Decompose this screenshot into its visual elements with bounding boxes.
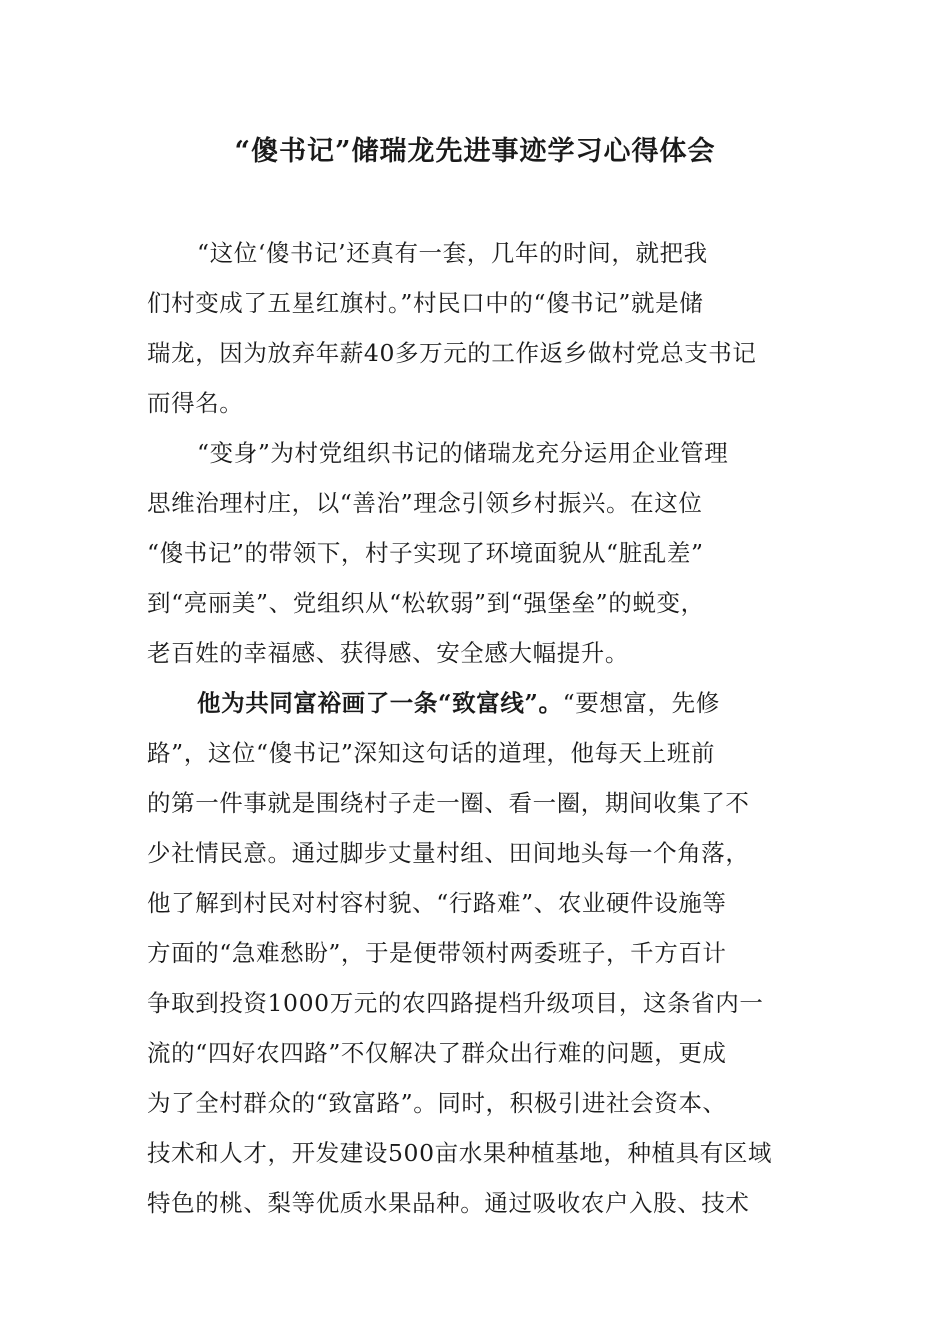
text-line (147, 1078, 817, 1128)
text-line (147, 478, 817, 528)
text-line (147, 378, 817, 428)
document-body (147, 228, 817, 1228)
text-line (147, 228, 817, 278)
text-line (147, 778, 817, 828)
text-line (147, 528, 817, 578)
text-line (147, 1128, 817, 1178)
line-text: 老百姓的幸福感、获得感、安全感大幅提升。 (147, 639, 629, 667)
text-line (147, 878, 817, 928)
line-text: 为了全村群众的“致富路”。同时，积极引进社会资本、 (147, 1089, 727, 1117)
text-line (147, 828, 817, 878)
text-line (147, 1178, 817, 1228)
line-text: 思维治理村庄，以“善治”理念引领乡村振兴。在这位 (147, 489, 703, 517)
line-text: 路”，这位“傻书记”深知这句话的道理，他每天上班前 (147, 739, 716, 767)
line-text: 特色的桃、梨等优质水果品种。通过吸收农户入股、技术 (147, 1189, 750, 1217)
line-text: 争取到投资1000万元的农四路提档升级项目，这条省内一 (147, 989, 764, 1017)
text-line (147, 628, 817, 678)
line-text: 少社情民意。通过脚步丈量村组、田间地头每一个角落， (147, 839, 750, 867)
line-text: 到“亮丽美”、党组织从“松软弱”到“强堡垒”的蜕变， (147, 589, 705, 617)
line-text: 方面的“急难愁盼”，于是便带领村两委班子，千方百计 (147, 939, 727, 967)
line-text: 瑞龙，因为放弃年薪40多万元的工作返乡做村党总支书记 (147, 339, 757, 367)
text-line (147, 728, 817, 778)
line-text: 技术和人才，开发建设500亩水果种植基地，种植具有区域 (147, 1139, 773, 1167)
line-text: “变身”为村党组织书记的储瑞龙充分运用企业管理 (197, 439, 729, 467)
line-text: 们村变成了五星红旗村。”村民口中的“傻书记”就是储 (147, 289, 704, 317)
text-line (147, 928, 817, 978)
text-line (147, 678, 817, 728)
line-text: 的第一件事就是围绕村子走一圈、看一圈，期间收集了不 (147, 789, 750, 817)
line-text: “傻书记”的带领下，村子实现了环境面貌从“脏乱差” (147, 539, 704, 567)
text-line (147, 578, 817, 628)
line-text: “这位‘傻书记’还真有一套，几年的时间，就把我 (197, 239, 708, 267)
text-line (147, 978, 817, 1028)
text-line (147, 1028, 817, 1078)
document-title: “傻书记”储瑞龙先进事迹学习心得体会 (234, 136, 716, 167)
text-line (147, 278, 817, 328)
line-text: “要想富，先修 (562, 689, 720, 717)
text-line (147, 428, 817, 478)
section-heading: 他为共同富裕画了一条“致富线”。 (197, 689, 563, 717)
line-text: 流的“四好农四路”不仅解决了群众出行难的问题，更成 (147, 1039, 727, 1067)
text-line (147, 328, 817, 378)
line-text: 而得名。 (147, 389, 244, 417)
line-text: 他了解到村民对村容村貌、“行路难”、农业硬件设施等 (147, 889, 727, 917)
